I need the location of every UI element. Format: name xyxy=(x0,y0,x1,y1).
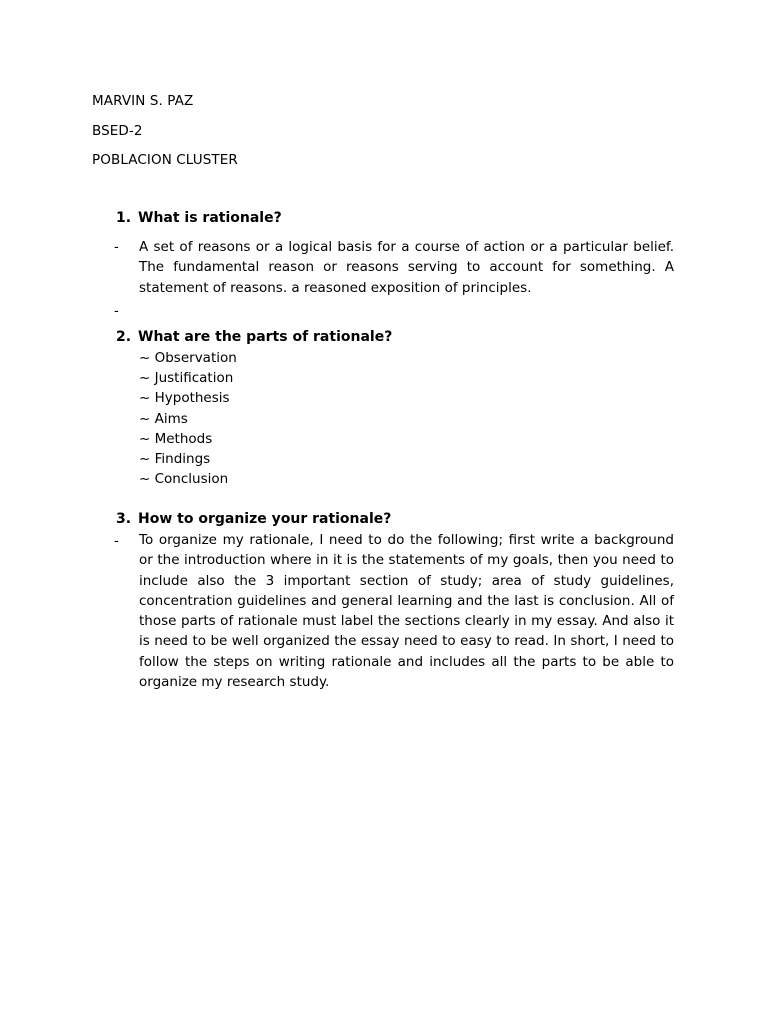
list-item: ~ Aims xyxy=(139,410,188,427)
question-3-bullet: - xyxy=(114,534,119,549)
question-1-bullet: - xyxy=(114,240,119,255)
list-item: ~ Observation xyxy=(139,350,237,366)
cluster-name: POBLACION CLUSTER xyxy=(92,152,238,168)
question-1-text: What is rationale? xyxy=(138,210,282,226)
question-1-number: 1. xyxy=(116,210,132,226)
question-1-heading xyxy=(116,209,282,227)
list-item: ~ Justification xyxy=(139,370,234,387)
question-1-answer: A set of reasons or a logical basis for a course of action or a particular belief. The fundamental reason or reasons serving to account for something. A statement of reasons. a reasoned exposition of principles. xyxy=(139,239,674,296)
list-item: ~ Methods xyxy=(139,430,213,447)
question-2-number: 2. xyxy=(116,329,132,345)
author-name: MARVIN S. PAZ xyxy=(92,93,194,109)
course-section: BSED-2 xyxy=(92,123,143,139)
question-2-heading xyxy=(116,328,392,346)
question-3-text: How to organize your rationale? xyxy=(138,511,392,527)
question-3-heading xyxy=(116,510,391,528)
question-3-answer: To organize my rationale, I need to do the following; first write a background or the introduction where in it is the statements of my goals, then you need to include also the 3 important section of study; area of study guidelines, concentration guidelines and general learning and the last is conclusion. All of those parts of rationale must label the sections clearly in my essay. And also it is need to be well organized the essay need to easy to read. In short, I need to follow the steps on writing rationale and includes all the parts to be able to organize my research study. xyxy=(139,532,674,691)
question-3-number: 3. xyxy=(116,511,132,527)
list-item: ~ Hypothesis xyxy=(139,390,230,407)
rationale-parts-list xyxy=(139,348,237,489)
list-item: ~ Conclusion xyxy=(139,471,229,488)
list-item: ~ Findings xyxy=(139,451,211,468)
empty-bullet: - xyxy=(114,304,119,319)
question-2-text: What are the parts of rationale? xyxy=(138,329,393,345)
